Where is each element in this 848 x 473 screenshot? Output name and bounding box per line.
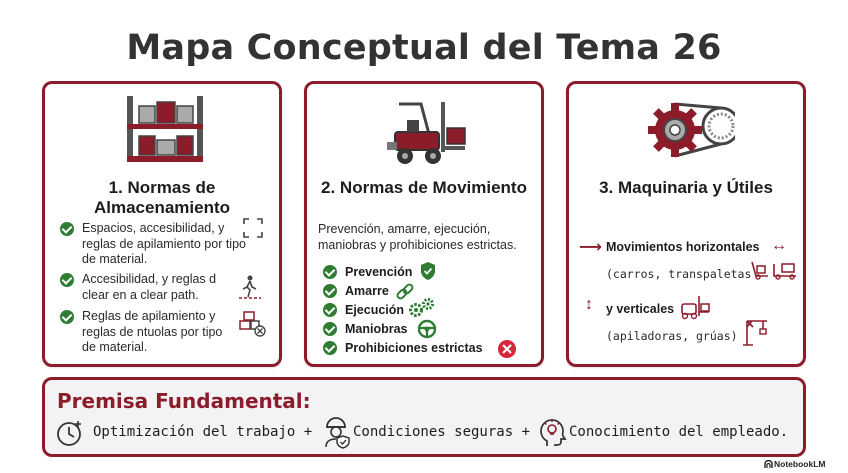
premise-panel: [42, 377, 806, 457]
vertical-label: y verticales: [606, 302, 675, 316]
check-icon: [323, 322, 337, 336]
card-title: 1. Normas de Almacenamiento: [93, 178, 231, 217]
brand-label: NotebookLM: [774, 459, 826, 469]
card-movimiento: 2. Normas de Movimiento Prevención, amarre, ejecución, maniobras y prohibiciones estrictas. Prevención Amarre Ejecución Maniobras Prohibiciones estrictas: [304, 81, 544, 367]
pallet-jack-icon: [772, 262, 798, 280]
premise-part-3: Conocimiento del empleado.: [569, 424, 789, 440]
space-frame-icon: [242, 217, 264, 239]
walking-person-icon: [237, 274, 263, 300]
forklift-icon: [385, 98, 475, 168]
prohibited-icon: [497, 339, 517, 359]
crane-icon: [739, 317, 769, 347]
notebooklm-logo-icon: [764, 460, 773, 469]
stacked-boxes-icon: [239, 311, 267, 337]
horizontal-label: Movimientos horizontales: [606, 240, 760, 254]
page-title: Mapa Conceptual del Tema 26: [126, 28, 722, 68]
check-icon: [60, 310, 74, 324]
hand-truck-icon: [749, 260, 771, 280]
card-title: 2. Normas de Movimiento: [321, 178, 527, 197]
head-lightbulb-icon: [537, 416, 567, 448]
worker-shield-icon: [322, 415, 352, 449]
vertical-examples: (apiladoras, grúas): [606, 329, 738, 343]
gear-belt-icon: [645, 96, 735, 166]
check-icon: [323, 284, 337, 298]
stopwatch-icon: [56, 418, 86, 448]
card-almacenamiento: 1. Normas de Almacenamiento Espacios, accesibilidad, y reglas de apilamiento por tipo de material. Accesibilidad, y reglas d clear en a clear path. Reglas de apilamiento y reglas de ntuolas por tipo de material.: [42, 81, 282, 367]
card-description: Prevención, amarre, ejecución, maniobras y prohibiciones estrictas.: [318, 222, 517, 252]
card-title: 3. Maquinaria y Útiles: [599, 178, 773, 197]
check-icon: [323, 265, 337, 279]
stacker-icon: [679, 294, 711, 320]
arrow-right-icon: ⟶: [579, 239, 602, 256]
check-icon: [323, 341, 337, 355]
check-icon: [323, 303, 337, 317]
shield-check-icon: [419, 261, 437, 281]
arrow-up-down-icon: ↕: [585, 296, 593, 313]
check-icon: [60, 222, 74, 236]
horizontal-examples: (carros, transpaletas: [606, 267, 752, 281]
card-maquinaria: [566, 81, 806, 367]
arrow-left-right-icon: ↔: [771, 237, 787, 254]
premise-part-1: Optimización del trabajo +: [93, 424, 313, 440]
check-icon: [60, 273, 74, 287]
premise-part-2: Condiciones seguras +: [353, 424, 531, 440]
warehouse-shelf-icon: [125, 94, 205, 166]
steering-wheel-icon: [417, 319, 437, 339]
premise-title: Premisa Fundamental:: [57, 389, 311, 413]
gears-icon: [406, 297, 436, 319]
